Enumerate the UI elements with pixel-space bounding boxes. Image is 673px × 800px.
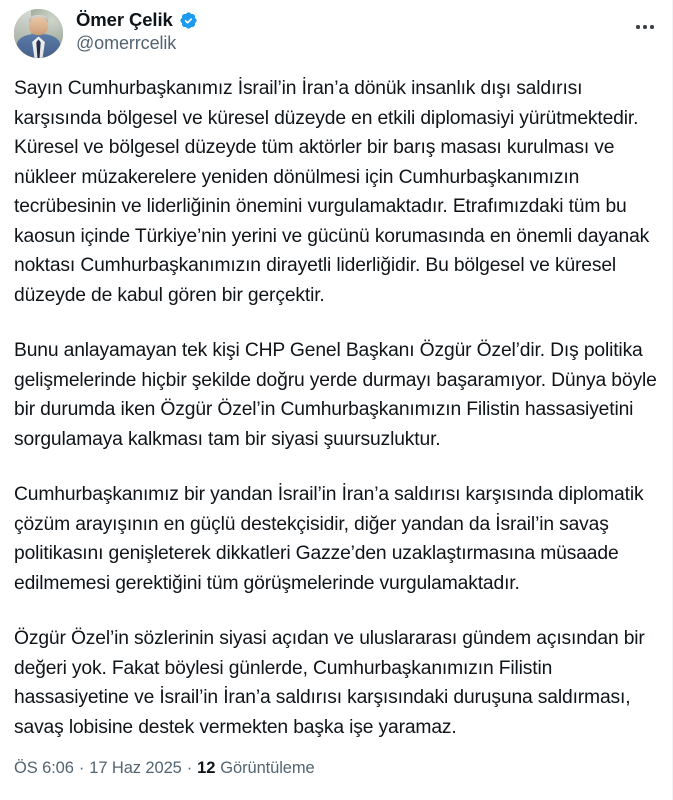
tweet-time[interactable]: ÖS 6:06	[14, 759, 74, 777]
tweet-text	[0, 58, 672, 742]
display-name-row	[76, 10, 198, 30]
tweet-paragraph: Sayın Cumhurbaşkanımız İsrail’in İran’a dönük insanlık dışı saldırısı karşısında bölgesel ve küresel düzeyde en etkili diplomasiyi yürütmektedir. Küresel ve bölgesel düzeyde tüm aktörler bir barış masası kurulması ve nükleer müzakerelere yeniden dönülmesi için Cumhurbaşkanımızın tecrübesinin ve liderliğinin önemini vurgulamaktadır. Etrafımızdaki tüm bu kaosun içinde Türkiye’nin yerini ve gücünü korumasında en önemli dayanak noktası Cumhurbaşkanımızın dirayetli liderliğidir. Bu bölgesel ve küresel düzeyde de kabul gören bir gerçektir.	[14, 78, 650, 306]
tweet-paragraph: Özgür Özel’in sözlerinin siyasi açıdan ve uluslararası gündem açısından bir değeri yok. Fakat böylesi günlerde, Cumhurbaşkanımızın Filistin hassasiyetine ve İsrail’in İran’a saldırısı karşısındaki duruşuna saldırması, savaş lobisine destek vermekten başka işe yaramaz.	[14, 628, 645, 738]
tweet-metadata	[0, 759, 672, 778]
verified-badge-icon[interactable]	[179, 11, 198, 30]
avatar-face	[29, 17, 48, 36]
tweet-paragraph: Bunu anlayamayan tek kişi CHP Genel Başkanı Özgür Özel’dir. Dış politika gelişmelerinde hiçbir şekilde doğru yerde durmayı başaramıyor. Dünya böyle bir durumda iken Özgür Özel’in Cumhurbaşkanımızın Filistin hassasiyetini sorgulamaya kalkması tam bir siyasi şuursuzluktur.	[14, 340, 657, 450]
tweet-paragraph: Cumhurbaşkanımız bir yandan İsrail’in İran’a saldırısı karşısında diplomatik çözüm arayışının en güçlü destekçisidir, diğer yandan da İsrail’in savaş politikasını genişleterek dikkatleri Gazze’den uzaklaştırmasına müsaade edilmemesi gerektiğini tüm görüşmelerinde vurgulamaktadır.	[14, 484, 644, 594]
more-horizontal-icon	[636, 25, 654, 29]
display-name[interactable]: Ömer Çelik	[76, 9, 173, 30]
view-count-value[interactable]: 12	[197, 759, 216, 777]
metadata-separator: ·	[78, 759, 85, 777]
avatar-image[interactable]	[14, 9, 63, 58]
account-name-block	[76, 9, 198, 54]
avatar[interactable]	[14, 9, 63, 58]
metadata-separator: ·	[186, 759, 193, 777]
tweet-header	[0, 0, 672, 58]
tweet-date[interactable]: 17 Haz 2025	[89, 759, 182, 777]
more-options-button[interactable]	[628, 10, 662, 44]
view-count-label[interactable]: Görüntüleme	[220, 759, 315, 777]
account-handle[interactable]: @omerrcelik	[76, 33, 177, 54]
